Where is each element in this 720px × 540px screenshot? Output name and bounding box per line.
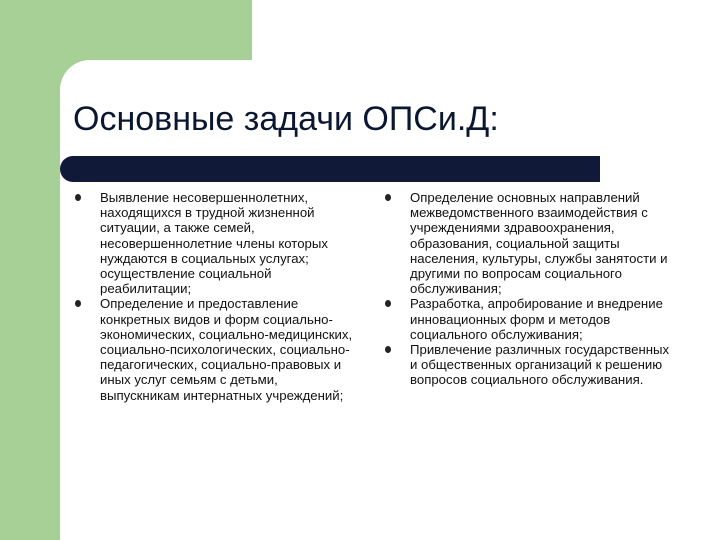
list-item: [380, 296, 680, 342]
list-item-text: Разработка, апробирование и внедрение инновационных форм и методов социального обслуживания;: [410, 296, 663, 342]
left-task-list: [70, 190, 360, 403]
list-item: [70, 296, 360, 402]
bullet-icon: [75, 300, 81, 307]
list-item-text: Определение основных направлений межведомственного взаимодействия с учреждениями здравоохранения, образования, социальной защиты населения, культуры, службы занятости и другими по вопросам социального обслуживания;: [410, 190, 668, 297]
slide-title: Основные задачи ОПСи.Д:: [73, 100, 499, 138]
bullet-icon: [75, 194, 81, 201]
right-task-list: [380, 190, 680, 388]
list-item-text: Привлечение различных государственных и общественных организаций к решению вопросов социального обслуживания.: [410, 342, 670, 388]
list-item: [380, 190, 680, 296]
list-item-text: Определение и предоставление конкретных видов и форм социально-экономических, социально-медицинских, социально-психологических, социально-педагогических, социально-правовых и иных услуг семьям с детьми, выпускникам интернатных учреждений;: [100, 296, 353, 403]
title-underline-bar: [60, 156, 600, 182]
list-item: [380, 342, 680, 388]
bullet-icon: [385, 194, 391, 201]
bullet-icon: [385, 300, 391, 307]
list-item-text: Выявление несовершеннолетних, находящихся в трудной жизненной ситуации, а также семей, несовершеннолетние члены которых нуждаются в социальных услугах; осуществление социальной реабилитации;: [100, 190, 328, 297]
list-item: [70, 190, 360, 296]
bullet-icon: [385, 346, 391, 353]
